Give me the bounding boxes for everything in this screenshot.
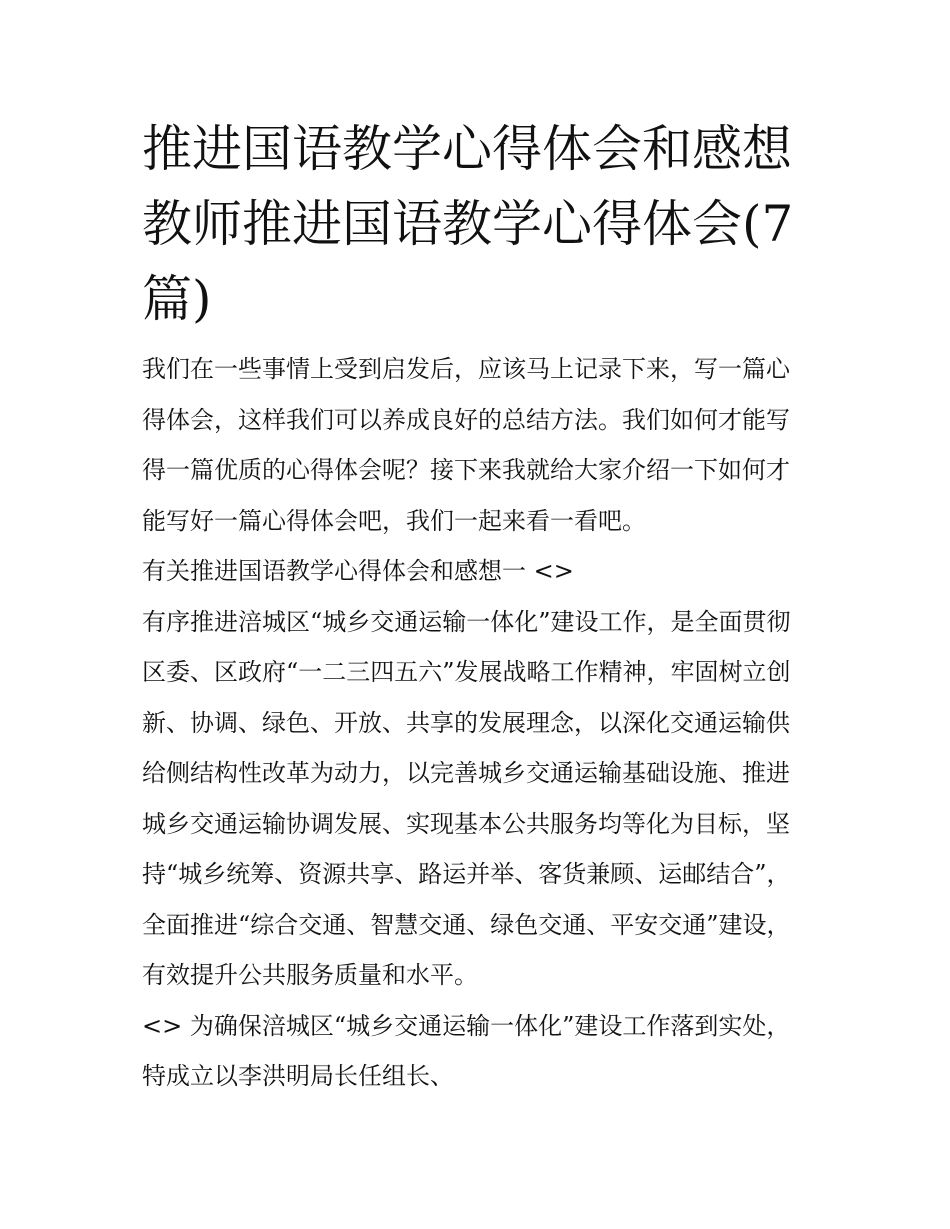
title-spacer — [142, 337, 814, 344]
document-body — [142, 344, 814, 1102]
body-line: 能写好一篇心得体会吧，我们一起来看一看吧。 — [142, 506, 646, 535]
title-line: 篇) — [142, 270, 212, 328]
body-line: 得一篇优质的心得体会呢？接下来我就给大家介绍一下如何才 — [142, 456, 790, 484]
body-line: 得体会，这样我们可以养成良好的总结方法。我们如何才能写 — [142, 405, 790, 434]
body-line: 有序推进涪城区“城乡交通运输一体化”建设工作，是全面贯彻 — [142, 607, 791, 636]
body-line: 城乡交通运输协调发展、实现基本公共服务均等化为目标，坚 — [142, 809, 790, 838]
body-line: 特成立以李洪明局长任组长、 — [142, 1062, 454, 1090]
body-line: 有效提升公共服务质量和水平。 — [142, 961, 478, 989]
body-line: 全面推进“综合交通、智慧交通、绿色交通、平安交通”建设， — [142, 910, 791, 939]
title-line: 教师推进国语教学心得体会(7 — [142, 195, 794, 253]
body-line: 新、协调、绿色、开放、共享的发展理念，以深化交通运输供 — [142, 708, 790, 737]
body-line: 给侧结构性改革为动力，以完善城乡交通运输基础设施、推进 — [142, 759, 790, 787]
title-line: 推进国语教学心得体会和感想 — [142, 120, 792, 178]
body-line: 区委、区政府“一二三四五六”发展战略工作精神，牢固树立创 — [142, 658, 791, 686]
section-heading: 有关推进国语教学心得体会和感想一 <> — [142, 557, 574, 585]
document-page — [142, 112, 814, 1102]
body-line: <> 为确保涪城区“城乡交通运输一体化”建设工作落到实处， — [142, 1011, 791, 1040]
body-line: 我们在一些事情上受到启发后，应该马上记录下来，写一篇心 — [142, 355, 790, 383]
body-line: 持“城乡统筹、资源共享、路运并举、客货兼顾、运邮结合”， — [142, 860, 791, 888]
document-title — [142, 112, 814, 337]
